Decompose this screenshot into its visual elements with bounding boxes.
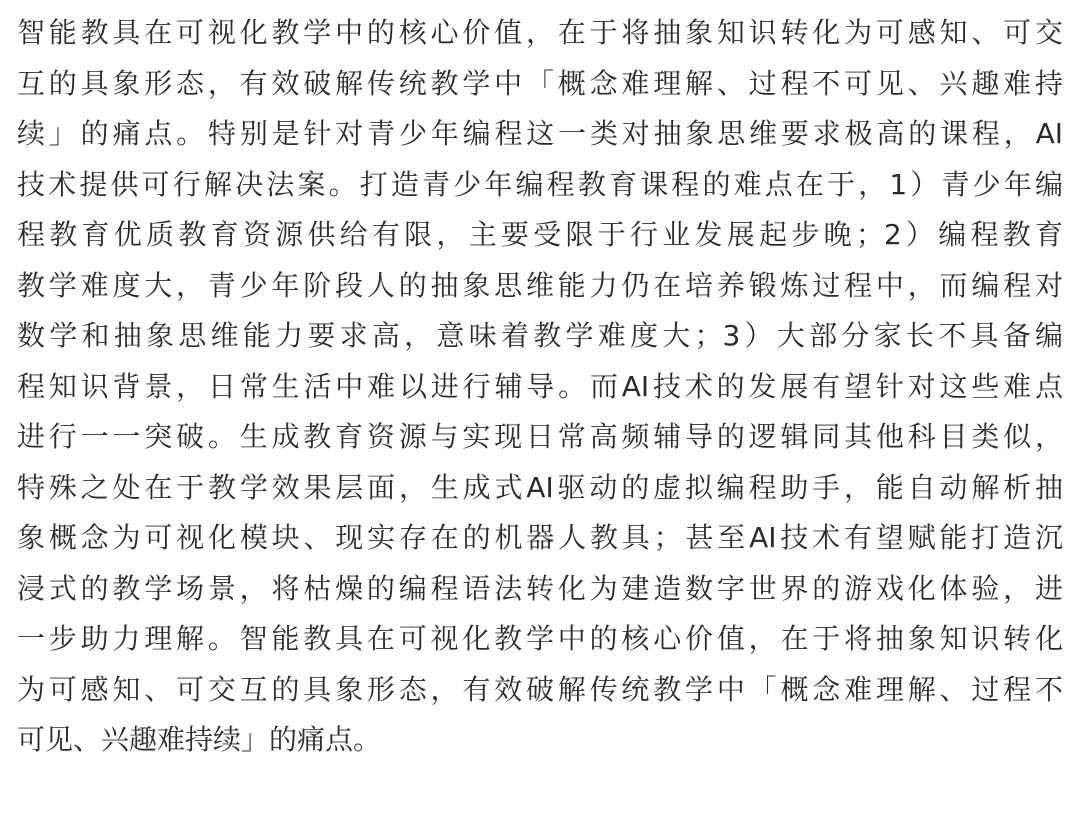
paragraph-line: 程知识背景，日常生活中难以进行辅导。而AI技术的发展有望针对这些难点 <box>17 369 1063 403</box>
paragraph-line: 浸式的教学场景，将枯燥的编程语法转化为建造数字世界的游戏化体验，进 <box>17 571 1063 605</box>
paragraph-line: 程教育优质教育资源供给有限，主要受限于行业发展起步晚；2）编程教育 <box>17 218 1063 251</box>
paragraph-line: 智能教具在可视化教学中的核心价值，在于将抽象知识转化为可感知、可交 <box>17 16 1063 49</box>
paragraph-line: 进行一一突破。生成教育资源与实现日常高频辅导的逻辑同其他科目类似， <box>17 420 1063 453</box>
paragraph-line: 可见、兴趣难持续」的痛点。 <box>17 723 382 756</box>
paragraph-line: 一步助力理解。智能教具在可视化教学中的核心价值，在于将抽象知识转化 <box>17 622 1063 655</box>
paragraph-line: 特殊之处在于教学效果层面，生成式AI驱动的虚拟编程助手，能自动解析抽 <box>17 470 1063 504</box>
paragraph-line: 象概念为可视化模块、现实存在的机器人教具；甚至AI技术有望赋能打造沉 <box>17 521 1063 554</box>
paragraph-line: 续」的痛点。特别是针对青少年编程这一类对抽象思维要求极高的课程，AI <box>17 117 1063 150</box>
paragraph-line: 教学难度大，青少年阶段人的抽象思维能力仍在培养锻炼过程中，而编程对 <box>17 268 1063 302</box>
paragraph-line: 数学和抽象思维能力要求高，意味着教学难度大；3）大部分家长不具备编 <box>17 319 1063 352</box>
paragraph-line: 互的具象形态，有效破解传统教学中「概念难理解、过程不可见、兴趣难持 <box>17 66 1063 100</box>
paragraph-line: 为可感知、可交互的具象形态，有效破解传统教学中「概念难理解、过程不 <box>17 672 1063 706</box>
paragraph-line: 技术提供可行解决法案。打造青少年编程教育课程的难点在于，1）青少年编 <box>17 167 1063 201</box>
